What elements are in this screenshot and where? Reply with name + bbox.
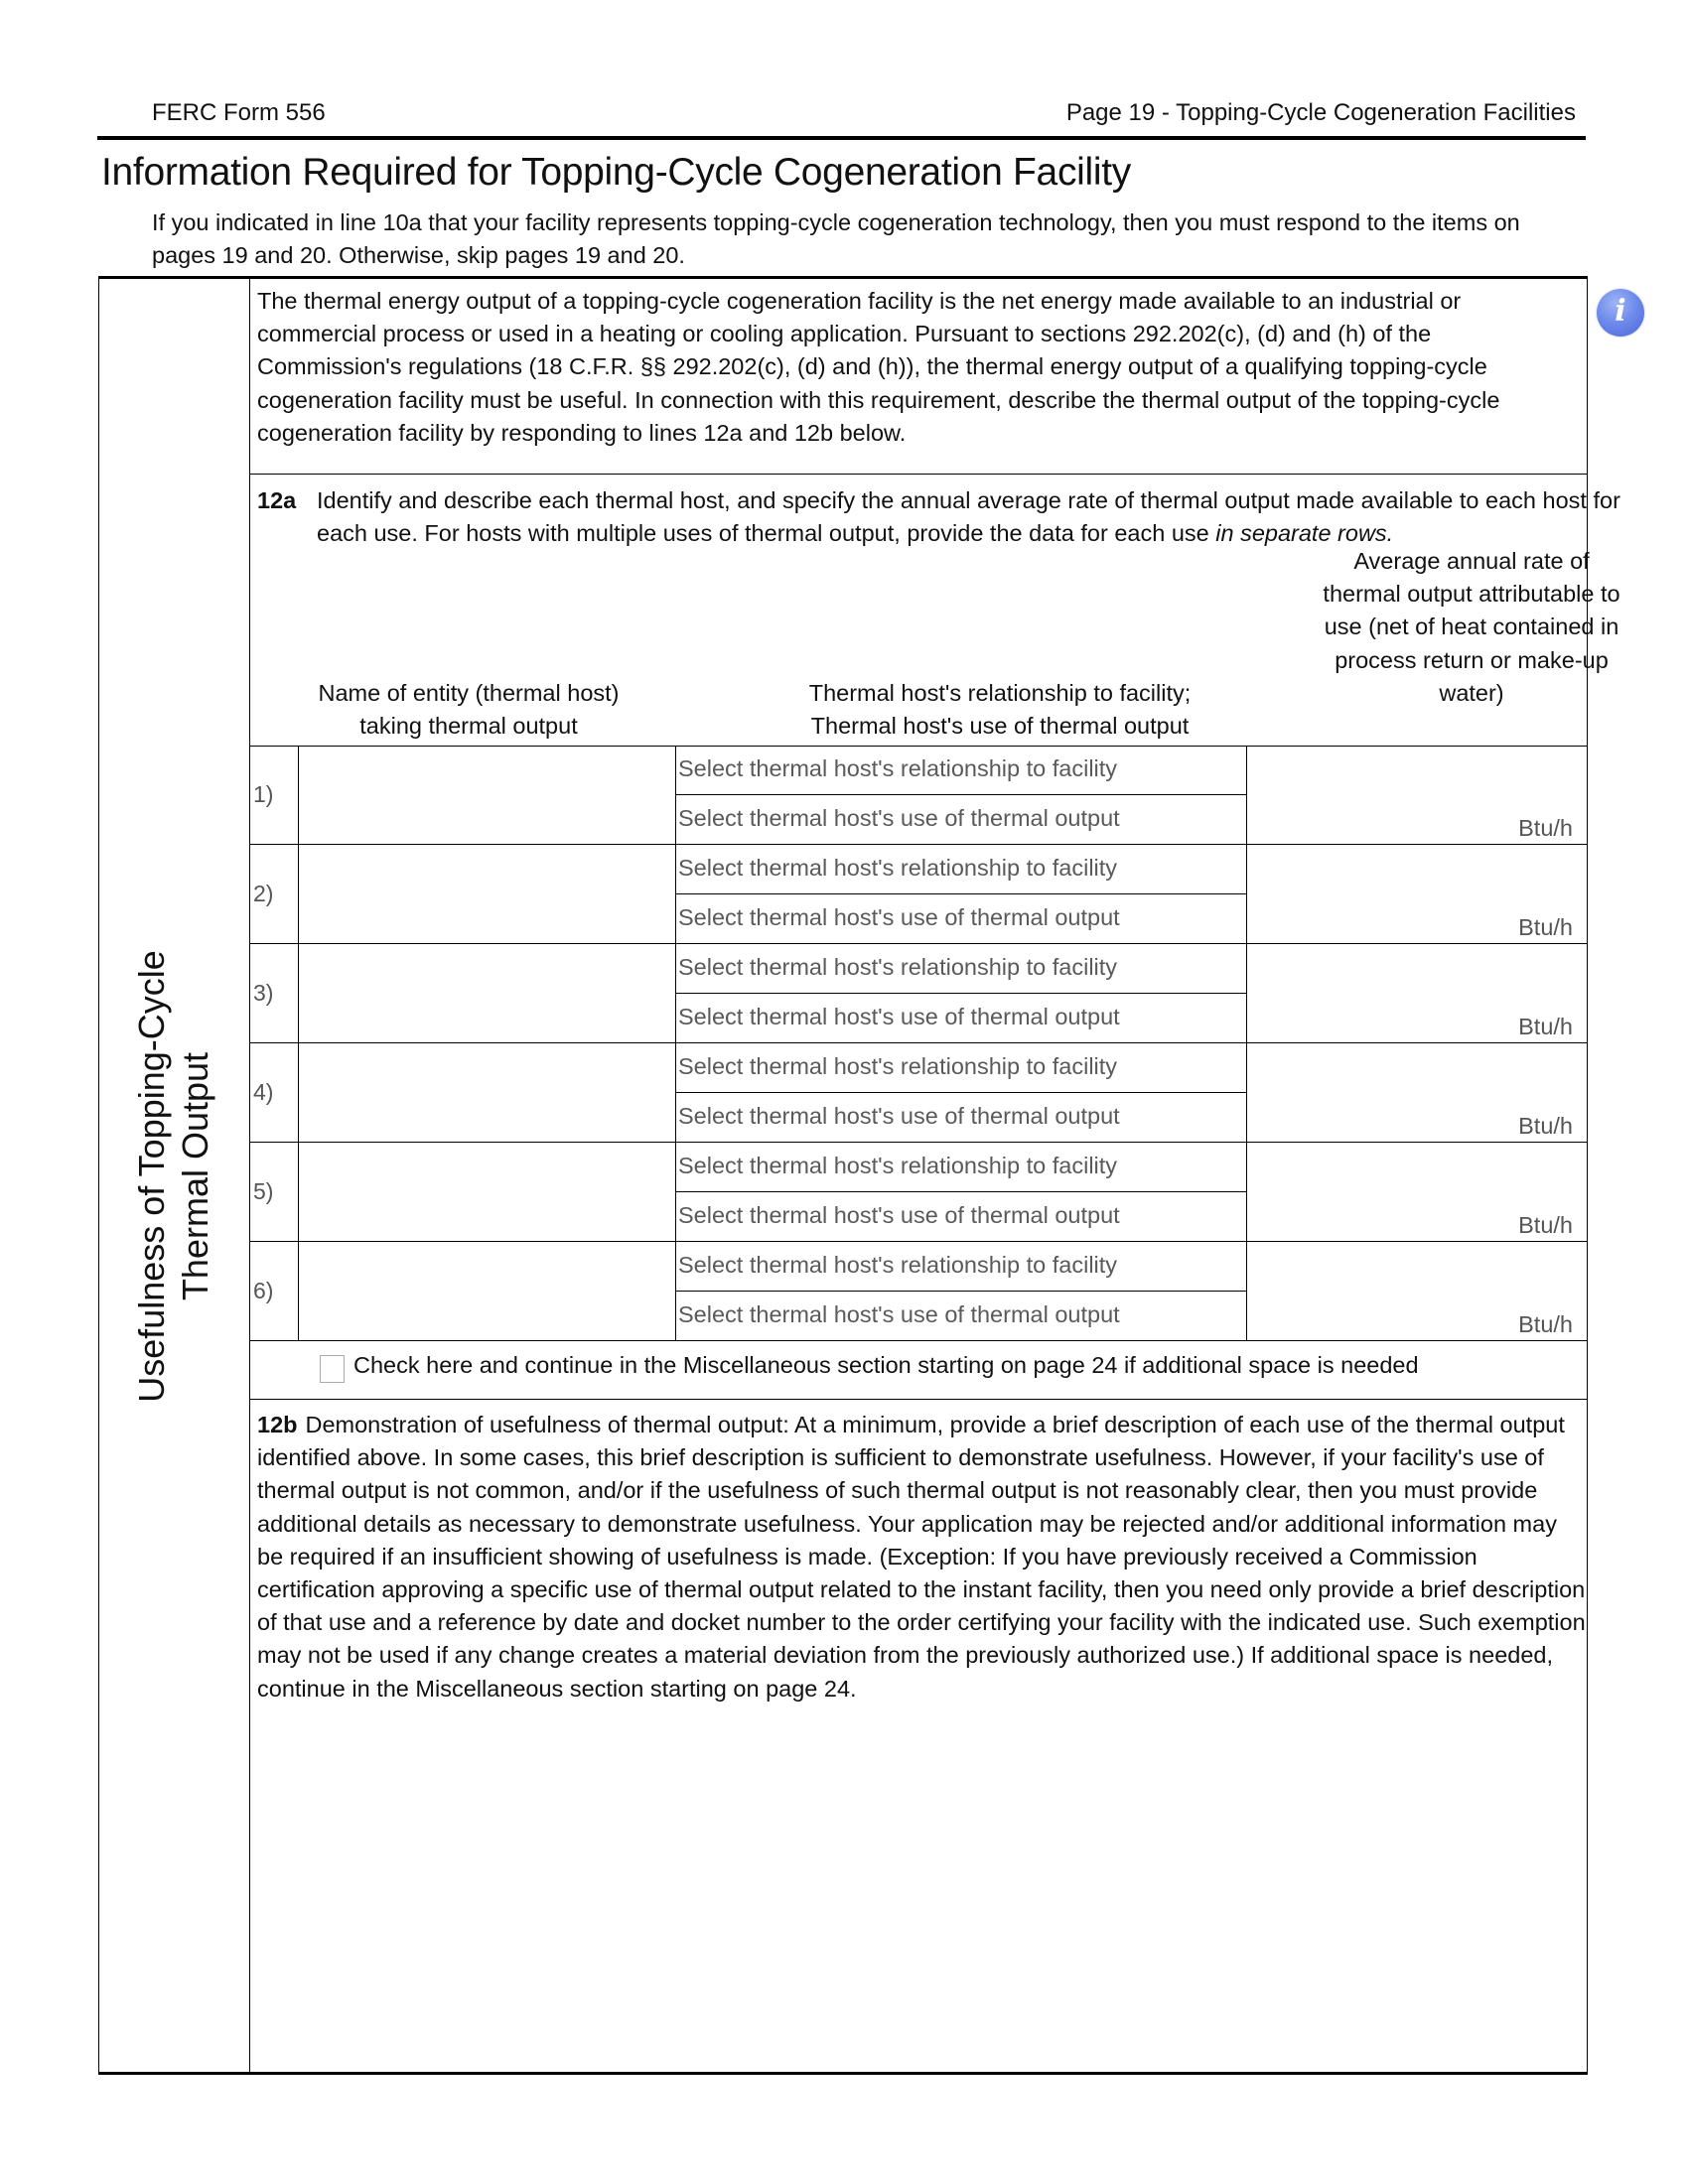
side-label-line-1: Usefulness of Topping-Cycle [131,950,172,1403]
column-header-relationship-use: Thermal host's relationship to facility; Thermal host's use of thermal output [808,680,1192,740]
line-12b-section [250,1400,1587,2072]
unit-label: Btu/h [1518,1014,1573,1039]
line-12b-instructions [257,1409,1588,1706]
page-label: Page 19 - Topping-Cycle Cogeneration Facilities [1065,99,1576,126]
average-rate-input[interactable] [1246,845,1587,943]
relationship-select[interactable]: Select thermal host's relationship to facility [676,746,1246,795]
form-name: FERC Form 556 [152,99,326,126]
average-rate-input[interactable] [1246,1043,1587,1142]
additional-space-label: Check here and continue in the Miscellaneous section starting on page 24 if additional space is needed [353,1352,1419,1378]
average-rate-input[interactable] [1246,1242,1587,1340]
info-icon[interactable] [1597,289,1644,337]
additional-space-checkbox[interactable] [320,1355,345,1383]
section-side-label [130,950,217,1403]
use-select[interactable]: Select thermal host's use of thermal output [678,904,1120,930]
intro-text: The thermal energy output of a topping-cycle cogeneration facility is the net energy made available to an industrial or commercial process or used in a heating or cooling application. Pursuant to sections 292.202(c), (d) and (h) of the Commission's regulations (18 C.F.R. §§ 292.202(c), (d) and (h)), the thermal energy output of a qualifying topping-cycle cogeneration facility must be useful. In connection with this requirement, describe the thermal output of the topping-cycle cogeneration facility by responding to lines 12a and 12b below. [250,279,1587,475]
row-number: 1) [250,746,299,844]
table-row [250,1143,1587,1242]
relationship-select[interactable]: Select thermal host's relationship to facility [676,1143,1246,1192]
use-select[interactable]: Select thermal host's use of thermal output [678,805,1120,831]
table-row [250,1242,1587,1341]
side-label-line-2: Thermal Output [175,1051,215,1301]
host-name-input[interactable] [299,845,676,943]
host-name-input[interactable] [299,944,676,1042]
column-header-average-rate: Average annual rate of thermal output attributable to use (net of heat contained in process return or make-up water) [1323,548,1620,706]
use-select[interactable]: Select thermal host's use of thermal output [678,1202,1120,1228]
table-row [250,944,1587,1043]
column-header-host-name: Name of entity (thermal host) taking thermal output [318,680,620,740]
row-number: 4) [250,1043,299,1142]
host-name-input[interactable] [299,746,676,844]
section-main [250,279,1620,2072]
average-rate-input[interactable] [1246,1143,1587,1241]
unit-label: Btu/h [1518,1113,1573,1139]
section-side-label-column [99,279,250,2072]
unit-label: Btu/h [1518,914,1573,940]
average-rate-input[interactable] [1246,746,1587,844]
line-12a-text-italic: in separate rows. [1215,520,1394,547]
usefulness-response-textarea[interactable] [250,1772,1587,2072]
relationship-select[interactable]: Select thermal host's relationship to facility [676,944,1246,994]
unit-label: Btu/h [1518,1311,1573,1337]
page-title: Information Required for Topping-Cycle Cogeneration Facility [101,151,1131,194]
unit-label: Btu/h [1518,1212,1573,1238]
line-12b-text: Demonstration of usefulness of thermal output: At a minimum, provide a brief description of each use of the thermal output identified above. In some cases, this brief description is sufficient to demonstrate usefulness. However, if your facility's use of thermal output is not common, and/or if the usefulness of such thermal output is not reasonably clear, then you must provide additional details as necessary to demonstrate usefulness. Your application may be rejected and/or additional information may be required if an insufficient showing of usefulness is made. (Exception: If you have previously received a Commission certification approving a specific use of thermal output related to the instant facility, then you need only provide a brief description of that use and a reference by date and docket number to the order certifying your facility with the indicated use. Such exemption may not be used if any change creates a material deviation from the previously authorized use.) If additional space is needed, continue in the Miscellaneous section starting on page 24. [257,1412,1586,1702]
line-12b-number: 12b [257,1412,298,1437]
header-divider [97,136,1586,140]
page-instructions: If you indicated in line 10a that your facility represents topping-cycle cogeneration technology, then you must respond to the items on pages 19 and 20. Otherwise, skip pages 19 and 20. [152,209,1520,268]
table-row [250,1043,1587,1143]
row-number: 6) [250,1242,299,1340]
row-number: 2) [250,845,299,943]
use-select[interactable]: Select thermal host's use of thermal output [678,1103,1120,1129]
host-name-input[interactable] [299,1242,676,1340]
unit-label: Btu/h [1518,815,1573,841]
thermal-host-table [250,746,1587,1341]
host-name-input[interactable] [299,1143,676,1241]
relationship-select[interactable]: Select thermal host's relationship to facility [676,1242,1246,1292]
use-select[interactable]: Select thermal host's use of thermal output [678,1004,1120,1029]
info-glyph: i [1615,294,1626,329]
relationship-select[interactable]: Select thermal host's relationship to facility [676,1043,1246,1093]
line-12a-header [250,476,1620,747]
table-row [250,845,1587,944]
line-12a-instructions [257,484,1637,550]
table-row [250,746,1587,845]
row-number: 3) [250,944,299,1042]
additional-space-row [250,1341,1587,1400]
average-rate-input[interactable] [1246,944,1587,1042]
host-name-input[interactable] [299,1043,676,1142]
thermal-output-section [98,276,1620,2075]
use-select[interactable]: Select thermal host's use of thermal output [678,1301,1120,1327]
line-12a-text: Identify and describe each thermal host, and specify the annual average rate of thermal output made available to each host for each use. For hosts with multiple uses of thermal output, provide the data for each use [317,487,1620,547]
relationship-select[interactable]: Select thermal host's relationship to facility [676,845,1246,894]
row-number: 5) [250,1143,299,1241]
line-12a-number: 12a [257,487,297,513]
